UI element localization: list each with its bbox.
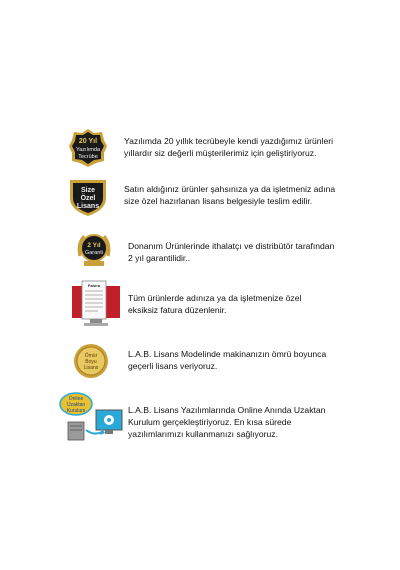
feature-line: L.A.B. Lisans Modelinde makinanızın ömrü boyunca bbox=[128, 349, 327, 359]
feature-text-experience bbox=[124, 135, 333, 159]
feature-line: Donanım Ürünlerinde ithalatçı ve distribütör tarafından bbox=[128, 241, 335, 251]
svg-text:Uzaktan: Uzaktan bbox=[66, 402, 86, 408]
feature-text-invoice bbox=[128, 292, 301, 316]
lifetime-license-medal-icon bbox=[72, 342, 110, 385]
feature-text-remote-install bbox=[128, 404, 325, 440]
feature-line: yıllardır siz değerli müşterilerimiz için geliştiriyoruz. bbox=[124, 148, 317, 158]
svg-text:Fatura: Fatura bbox=[87, 283, 101, 288]
feature-text-warranty bbox=[128, 240, 334, 264]
svg-text:Kurulum: Kurulum bbox=[66, 408, 86, 414]
feature-line: geçerli lisans veriyoruz. bbox=[128, 361, 218, 371]
feature-line: L.A.B. Lisans Yazılımlarında Online Anında Uzaktan bbox=[128, 405, 326, 415]
remote-installation-icon bbox=[58, 390, 124, 447]
feature-line: Kurulum gerçekleştiriyoruz. En kısa sürede bbox=[128, 417, 292, 427]
feature-line: 2 yıl garantilidir.. bbox=[128, 253, 191, 263]
feature-line: Tüm ürünlerde adınıza ya da işletmenize özel bbox=[128, 293, 302, 303]
svg-text:Garanti: Garanti bbox=[84, 250, 104, 256]
svg-text:Özel: Özel bbox=[80, 195, 96, 202]
svg-text:2 Yıl: 2 Yıl bbox=[87, 242, 101, 249]
svg-text:Size: Size bbox=[80, 187, 96, 194]
svg-text:Yazılımda: Yazılımda bbox=[75, 147, 101, 153]
svg-text:Tecrübe: Tecrübe bbox=[78, 154, 98, 160]
svg-text:20 Yıl: 20 Yıl bbox=[78, 138, 98, 145]
feature-line: Satın aldığınız ürünler şahsınıza ya da işletmeniz adına bbox=[124, 184, 336, 194]
svg-text:Lisans: Lisans bbox=[76, 203, 100, 210]
invoice-document-icon bbox=[70, 280, 122, 333]
2-year-warranty-badge-icon bbox=[74, 230, 114, 275]
custom-license-shield-icon bbox=[66, 174, 110, 223]
feature-line: yazılımlarımızı kullanmanızı sağlıyoruz. bbox=[128, 429, 278, 439]
20-year-experience-badge-icon bbox=[68, 128, 108, 173]
feature-text-lifetime-license bbox=[128, 348, 326, 372]
svg-text:Ömür: Ömür bbox=[84, 353, 98, 359]
svg-text:Boyu: Boyu bbox=[85, 359, 97, 365]
feature-line: eksiksiz fatura düzenlenir. bbox=[128, 305, 227, 315]
svg-text:Online: Online bbox=[68, 396, 84, 402]
svg-text:Lisans: Lisans bbox=[83, 365, 99, 371]
feature-line: Yazılımda 20 yıllık tecrübeyle kendi yazdığımız ürünleri bbox=[124, 136, 334, 146]
feature-text-custom-license bbox=[124, 183, 335, 207]
feature-line: size özel hazırlanan lisans belgesiyle teslim edilir. bbox=[124, 196, 313, 206]
